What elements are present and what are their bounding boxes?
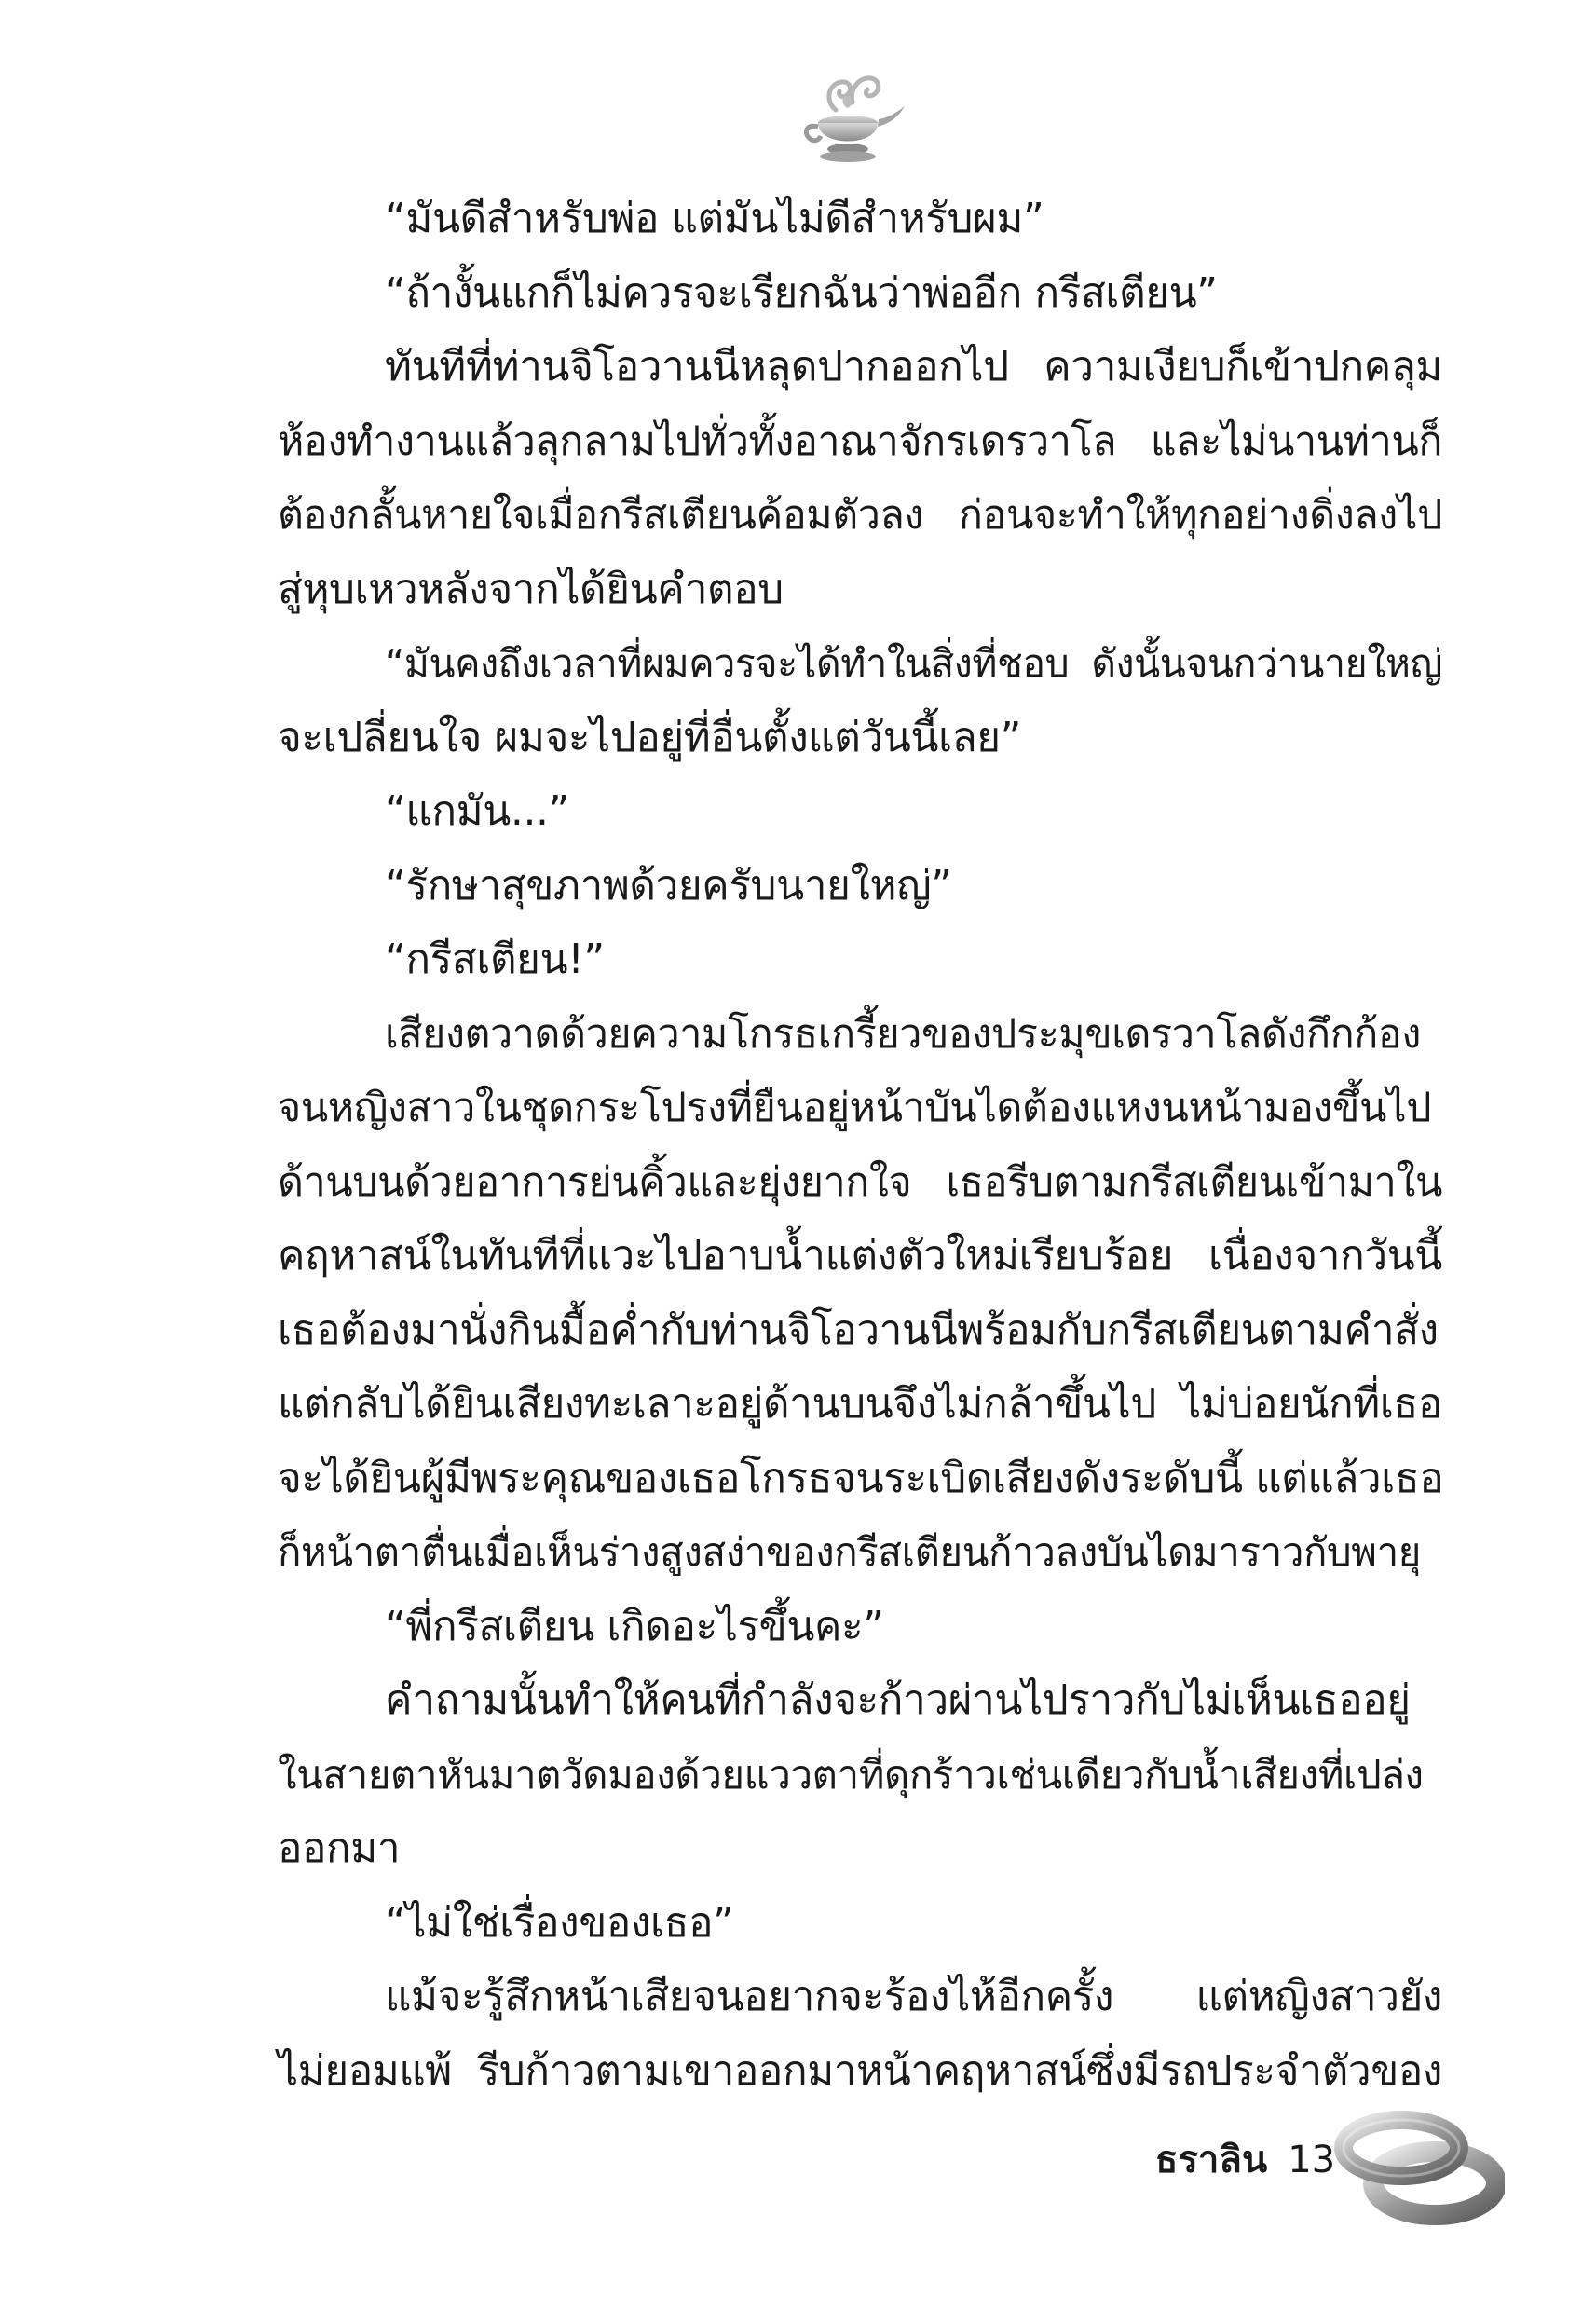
text-line: ออกมา xyxy=(278,1825,401,1872)
text-line: “กรีสเตียน!” xyxy=(385,936,605,983)
text-line: คำถามนั้นทำให้คนที่กำลังจะก้าวผ่านไปราวกับไม่เห็นเธออยู่ xyxy=(385,1676,1411,1724)
text-line: ไม่ยอมแพ้ รีบก้าวตามเขาออกมาหน้าคฤหาสน์ซึ่งมีรถประจำตัวของ xyxy=(278,2046,1442,2095)
page-footer xyxy=(1155,2129,1335,2189)
text-line: จะเปลี่ยนใจ ผมจะไปอยู่ที่อื่นตั้งแต่วันนี้เลย” xyxy=(278,713,1022,761)
text-line: “รักษาสุขภาพด้วยครับนายใหญ่” xyxy=(385,861,952,909)
text-line: จะได้ยินผู้มีพระคุณของเธอโกรธจนระเบิดเสียงดังระดับนี้ แต่แล้วเธอ xyxy=(278,1454,1444,1502)
magic-lamp-icon xyxy=(787,65,908,177)
text-line: “ไม่ใช่เรื่องของเธอ” xyxy=(385,1898,734,1947)
text-line: “แกมัน...” xyxy=(385,787,570,835)
text-line: ด้านบนด้วยอาการย่นคิ้วและยุ่งยากใจ เธอรีบตามกรีสเตียนเข้ามาใน xyxy=(278,1158,1442,1206)
text-line: ทันทีที่ท่านจิโอวานนีหลุดปากออกไป ความเงียบก็เข้าปกคลุม xyxy=(385,343,1442,390)
rings-icon xyxy=(1332,2101,1505,2241)
text-line: ต้องกลั้นหายใจเมื่อกรีสเตียนค้อมตัวลง ก่อนจะทำให้ทุกอย่างดิ่งลงไป xyxy=(278,492,1442,539)
page-number: 13 xyxy=(1288,2139,1336,2181)
text-line: ก็หน้าตาตื่นเมื่อเห็นร่างสูงสง่าของกรีสเตียนก้าวลงบันไดมาราวกับพายุ xyxy=(278,1529,1421,1575)
text-line: เธอต้องมานั่งกินมื้อค่ำกับท่านจิโอวานนีพร้อมกับกรีสเตียนตามคำสั่ง xyxy=(278,1306,1439,1354)
text-line: จนหญิงสาวในชุดกระโปรงที่ยืนอยู่หน้าบันไดต้องแหงนหน้ามองขึ้นไป xyxy=(278,1085,1432,1131)
text-line: ในสายตาหันมาตวัดมองด้วยแววตาที่ดุกร้าวเช่นเดียวกับน้ำเสียงที่เปล่ง xyxy=(278,1751,1424,1798)
text-line: “มันคงถึงเวลาที่ผมควรจะได้ทำในสิ่งที่ชอบ ดังนั้นจนกว่านายใหญ่ xyxy=(385,641,1442,686)
text-line: แต่กลับได้ยินเสียงทะเลาะอยู่ด้านบนจึงไม่กล้าขึ้นไป ไม่บ่อยนักที่เธอ xyxy=(278,1380,1442,1428)
text-line: สู่หุบเหวหลังจากได้ยินคำตอบ xyxy=(278,565,784,613)
text-line: “มันดีสำหรับพ่อ แต่มันไม่ดีสำหรับผม” xyxy=(385,195,1044,242)
text-line: “พี่กรีสเตียน เกิดอะไรขึ้นคะ” xyxy=(385,1602,884,1650)
text-line: เสียงตวาดด้วยความโกรธเกรี้ยวของประมุขเดรวาโลดังกึกก้อง xyxy=(385,1010,1421,1058)
text-line: คฤหาสน์ในทันทีที่แวะไปอาบน้ำแต่งตัวใหม่เรียบร้อย เนื่องจากวันนี้ xyxy=(278,1232,1442,1279)
text-line: ห้องทำงานแล้วลุกลามไปทั่วทั้งอาณาจักรเดรวาโล และไม่นานท่านก็ xyxy=(278,417,1442,465)
book-title: ธราลิน xyxy=(1155,2139,1268,2181)
text-line: “ถ้างั้นแกก็ไม่ควรจะเรียกฉันว่าพ่ออีก กรีสเตียน” xyxy=(385,268,1218,317)
text-line: แม้จะรู้สึกหน้าเสียจนอยากจะร้องไห้อีกครั้ง แต่หญิงสาวยัง xyxy=(385,1973,1442,2020)
